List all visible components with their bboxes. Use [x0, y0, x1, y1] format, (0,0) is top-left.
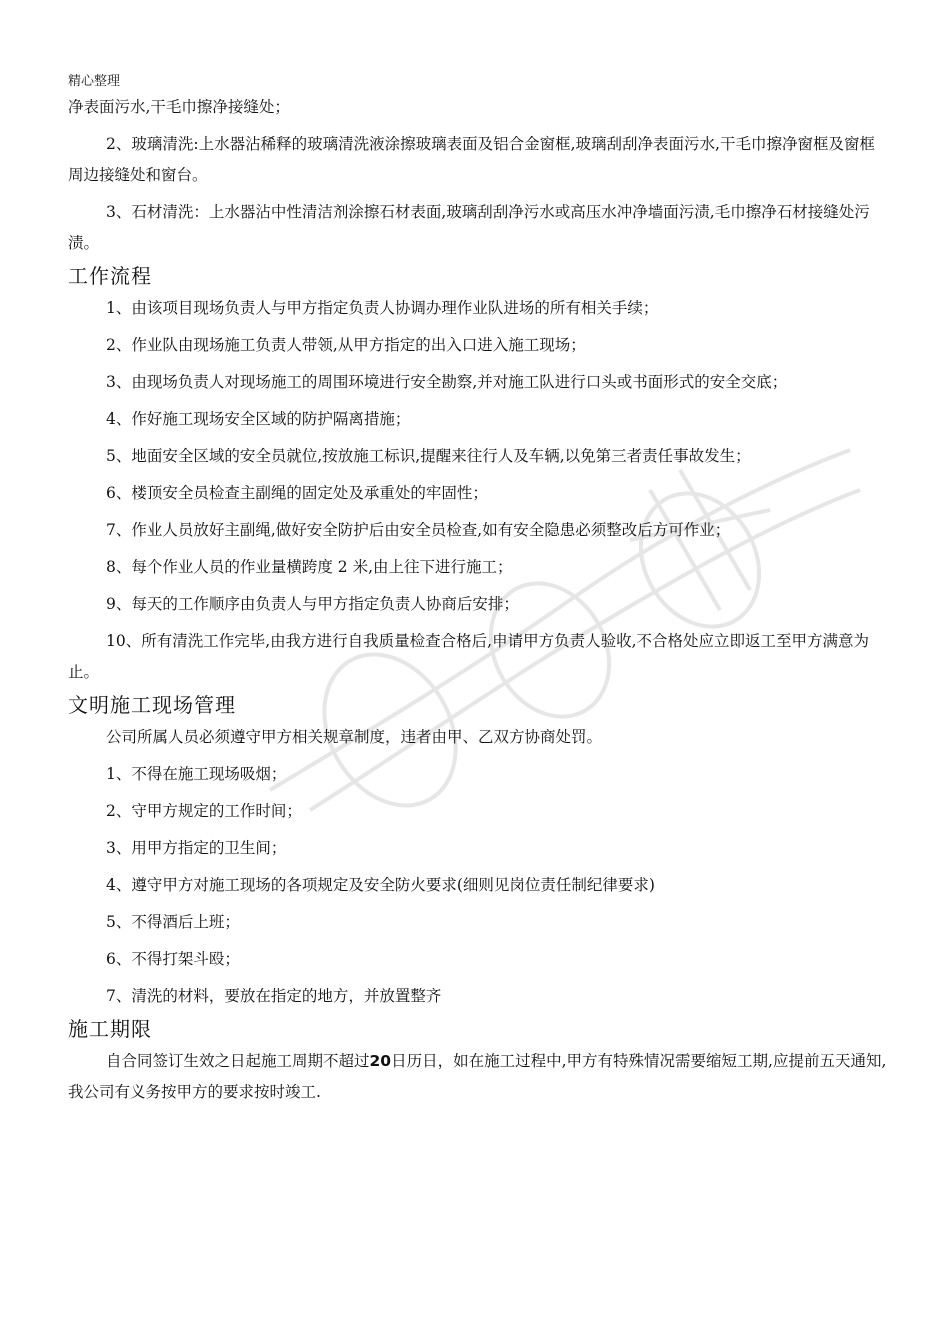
- civilized-item: 7、清洗的材料，要放在指定的地方，并放置整齐: [106, 987, 442, 1005]
- civilized-item: 5、不得酒后上班；: [106, 913, 240, 931]
- period-text: [68, 1046, 888, 1108]
- civilized-item: 3、用甲方指定的卫生间；: [106, 839, 287, 857]
- workflow-item: 6、楼顶安全员检查主副绳的固定处及承重处的牢固性；: [106, 484, 488, 502]
- document-body: [68, 92, 888, 1108]
- workflow-item: 7、作业人员放好主副绳,做好安全防护后由安全员检查,如有安全隐患必须整改后方可作业；: [106, 521, 731, 539]
- civilized-item: 4、遵守甲方对施工现场的各项规定及安全防火要求(细则见岗位责任制纪律要求): [106, 876, 655, 894]
- civilized-item: 1、不得在施工现场吸烟；: [106, 765, 287, 783]
- section-title-workflow: 工作流程: [68, 264, 152, 288]
- workflow-item: 5、地面安全区域的安全员就位,按放施工标识,提醒来往行人及车辆,以免第三者责任事故发生；: [106, 447, 751, 465]
- period-days: 20: [369, 1052, 392, 1070]
- section-title-civilized: 文明施工现场管理: [68, 693, 236, 717]
- section-title-period: 施工期限: [68, 1017, 152, 1041]
- cleaning-continuation: 净表面污水,干毛巾擦净接缝处；: [68, 98, 290, 116]
- civilized-intro: 公司所属人员必须遵守甲方相关规章制度，违者由甲、乙双方协商处罚。: [106, 728, 603, 746]
- civilized-item: 2、守甲方规定的工作时间；: [106, 802, 302, 820]
- period-text-post: 日历日，如在施工过程中,甲方有特殊情况需要缩短工期,应提前五天通知,我公司有义务按甲方的要求按时竣工.: [68, 1052, 887, 1101]
- workflow-item: 3、由现场负责人对现场施工的周围环境进行安全勘察,并对施工队进行口头或书面形式的安全交底；: [106, 373, 788, 391]
- cleaning-item-glass: 2、玻璃清洗:上水器沾稀释的玻璃清洗液涂擦玻璃表面及铝合金窗框,玻璃刮刮净表面污水,干毛巾擦净窗框及窗框周边接缝处和窗台。: [68, 135, 875, 184]
- cleaning-item-stone: 3、石材清洗：上水器沾中性清洁剂涂擦石材表面,玻璃刮刮净污水或高压水冲净墙面污渍,毛巾擦净石材接缝处污渍。: [68, 203, 870, 252]
- header-note: 精心整理: [68, 74, 121, 89]
- workflow-item: 8、每个作业人员的作业量横跨度 2 米,由上往下进行施工；: [106, 558, 513, 576]
- workflow-item: 4、作好施工现场安全区域的防护隔离措施；: [106, 410, 411, 428]
- workflow-item: 1、由该项目现场负责人与甲方指定负责人协调办理作业队进场的所有相关手续；: [106, 299, 659, 317]
- civilized-item: 6、不得打架斗殴；: [106, 950, 240, 968]
- workflow-item: 10、所有清洗工作完毕,由我方进行自我质量检查合格后,申请甲方负责人验收,不合格处应立即返工至甲方满意为止。: [68, 632, 870, 681]
- workflow-item: 9、每天的工作顺序由负责人与甲方指定负责人协商后安排；: [106, 595, 519, 613]
- workflow-item: 2、作业队由现场施工负责人带领,从甲方指定的出入口进入施工现场；: [106, 336, 586, 354]
- period-text-pre: 自合同签订生效之日起施工周期不超过: [106, 1052, 370, 1070]
